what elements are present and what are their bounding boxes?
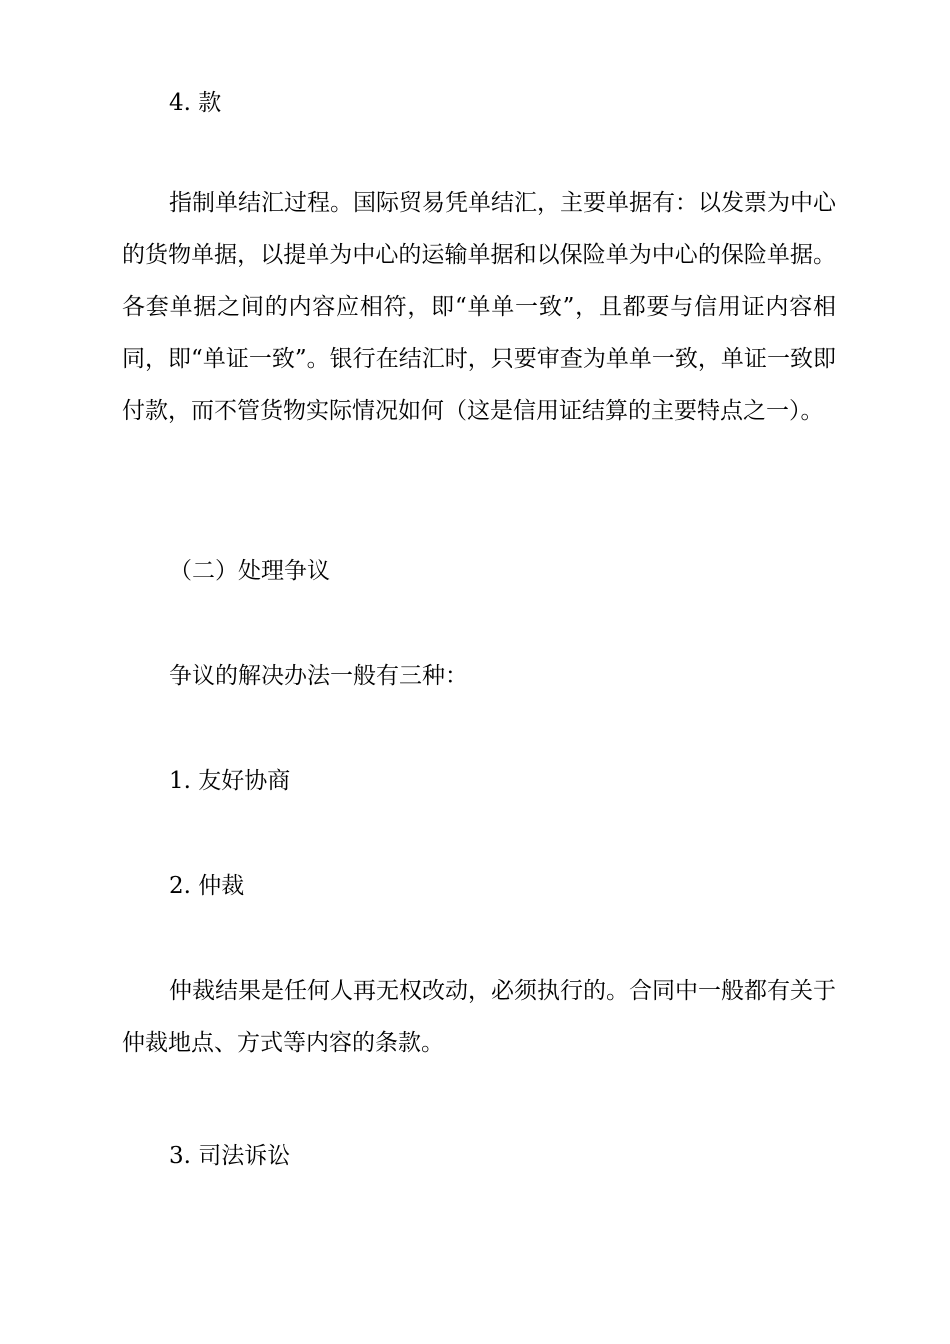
paragraph-settlement-process: 指制单结汇过程。国际贸易凭单结汇，主要单据有：以发票为中心的货物单据，以提单为中心的运输单据和以保险单为中心的保险单据。各套单据之间的内容应相符，即“单单一致”，且都要与信用证内容相同，即“单证一致”。银行在结汇时，只要审查为单单一致，单证一致即付款，而不管货物实际情况如何（这是信用证结算的主要特点之一）。: [122, 190, 836, 424]
heading-item-4-payment: 4. 款: [169, 90, 222, 116]
paragraph-dispute-methods-intro: 争议的解决办法一般有三种：: [169, 663, 468, 689]
list-item-litigation: 3. 司法诉讼: [169, 1143, 291, 1169]
list-item-friendly-negotiation: 1. 友好协商: [169, 768, 291, 794]
section-heading-dispute-handling: （二）处理争议: [169, 558, 330, 584]
list-item-arbitration: 2. 仲裁: [169, 873, 245, 899]
paragraph-arbitration-result: 仲裁结果是任何人再无权改动，必须执行的。合同中一般都有关于仲裁地点、方式等内容的条款。: [122, 978, 836, 1056]
